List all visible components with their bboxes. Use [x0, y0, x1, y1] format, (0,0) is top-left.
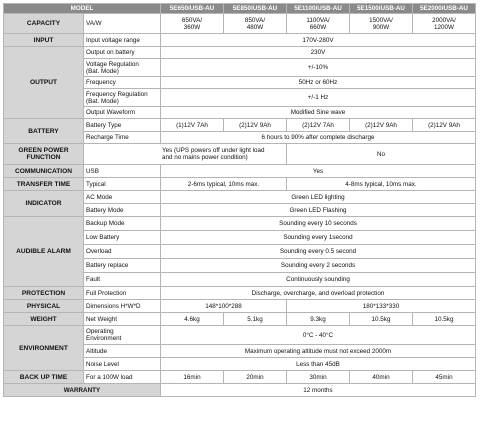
- green-power-no: No: [287, 144, 476, 165]
- input-sub: Input voltage range: [84, 34, 161, 47]
- header-row: [4, 4, 476, 14]
- output-sub: Output on battery: [84, 47, 161, 59]
- protection-row: [4, 287, 476, 300]
- model-name: 5E650iUSB-AU: [161, 4, 224, 14]
- output-value: +/-1 Hz: [161, 89, 476, 107]
- transfer-label: TRANSFER TIME: [4, 178, 84, 191]
- communication-row: [4, 165, 476, 178]
- model-name: 5E1500iUSB-AU: [350, 4, 413, 14]
- alarm-value: Continuously sounding: [161, 273, 476, 287]
- indicator-value: Green LED Flashing: [161, 204, 476, 217]
- input-value: 170V-280V: [161, 34, 476, 47]
- green-power-row: [4, 144, 476, 165]
- output-value: 50Hz or 60Hz: [161, 77, 476, 89]
- backup-sub: For a 100W load: [84, 371, 161, 384]
- weight-value: 5.1kg: [224, 313, 287, 326]
- output-value: Modified Sine wave: [161, 107, 476, 119]
- alarm-label: AUDIBLE ALARM: [4, 217, 84, 287]
- environment-value: Less than 45dB: [161, 358, 476, 371]
- communication-sub: USB: [84, 165, 161, 178]
- physical-small: 148*100*288: [161, 300, 287, 313]
- backup-value: 30min: [287, 371, 350, 384]
- output-sub: Output Waveform: [84, 107, 161, 119]
- environment-label: ENVIRONMENT: [4, 326, 84, 371]
- capacity-value: 2000VA/ 1200W: [413, 14, 476, 34]
- environment-sub: Operating Environment: [84, 326, 161, 345]
- indicator-label: INDICATOR: [4, 191, 84, 217]
- weight-row: [4, 313, 476, 326]
- environment-value: 0°C - 40°C: [161, 326, 476, 345]
- weight-label: WEIGHT: [4, 313, 84, 326]
- physical-large: 180*133*330: [287, 300, 476, 313]
- protection-label: PROTECTION: [4, 287, 84, 300]
- model-header: MODEL: [4, 4, 161, 14]
- environment-sub: Noise Level: [84, 358, 161, 371]
- transfer-row: [4, 178, 476, 191]
- capacity-row: [4, 14, 476, 34]
- backup-value: 40min: [350, 371, 413, 384]
- output-label: OUTPUT: [4, 47, 84, 119]
- environment-sub: Altitude: [84, 345, 161, 358]
- alarm-sub: Backup Mode: [84, 217, 161, 231]
- capacity-value: 850VA/ 480W: [224, 14, 287, 34]
- capacity-label: CAPACITY: [4, 14, 84, 34]
- backup-row: [4, 371, 476, 384]
- battery-type-value: (2)12V 9Ah: [413, 119, 476, 132]
- alarm-value: Sounding every 10 seconds: [161, 217, 476, 231]
- output-sub: Voltage Regulation (Bat. Mode): [84, 59, 161, 77]
- output-row: [4, 47, 476, 59]
- protection-value: Discharge, overcharge, and overload protection: [161, 287, 476, 300]
- recharge-value: 6 hours to 90% after complete discharge: [161, 132, 476, 144]
- communication-label: COMMUNICATION: [4, 165, 84, 178]
- model-name: 5E1100iUSB-AU: [287, 4, 350, 14]
- alarm-value: Sounding every 0.5 second: [161, 245, 476, 259]
- output-sub: Frequency: [84, 77, 161, 89]
- battery-type-value: (1)12V 7Ah: [161, 119, 224, 132]
- transfer-small: 2-6ms typical, 10ms max.: [161, 178, 287, 191]
- battery-label: BATTERY: [4, 119, 84, 144]
- alarm-value: Sounding every 2 seconds: [161, 259, 476, 273]
- weight-value: 10.5kg: [350, 313, 413, 326]
- green-power-label: GREEN POWER FUNCTION: [4, 144, 84, 165]
- backup-value: 20min: [224, 371, 287, 384]
- weight-sub: Net Weight: [84, 313, 161, 326]
- alarm-value: Sounding every 1second: [161, 231, 476, 245]
- weight-value: 9.3kg: [287, 313, 350, 326]
- warranty-label: WARRANTY: [4, 384, 161, 397]
- indicator-sub: AC Mode: [84, 191, 161, 204]
- battery-type-value: (2)12V 7Ah: [287, 119, 350, 132]
- battery-type-value: (2)12V 9Ah: [350, 119, 413, 132]
- indicator-sub: Battery Mode: [84, 204, 161, 217]
- alarm-sub: Low Battery: [84, 231, 161, 245]
- battery-row: [4, 119, 476, 132]
- input-label: INPUT: [4, 34, 84, 47]
- alarm-row: [4, 217, 476, 231]
- backup-label: BACK UP TIME: [4, 371, 84, 384]
- capacity-value: 1100VA/ 660W: [287, 14, 350, 34]
- environment-value: Maximum operating altitude must not exceed 2000m: [161, 345, 476, 358]
- input-row: [4, 34, 476, 47]
- capacity-value: 650VA/ 360W: [161, 14, 224, 34]
- output-value: 230V: [161, 47, 476, 59]
- physical-label: PHYSICAL: [4, 300, 84, 313]
- protection-sub: Full Protection: [84, 287, 161, 300]
- warranty-row: [4, 384, 476, 397]
- output-value: +/-10%: [161, 59, 476, 77]
- indicator-row: [4, 191, 476, 204]
- backup-value: 45min: [413, 371, 476, 384]
- capacity-value: 1500VA/ 900W: [350, 14, 413, 34]
- indicator-value: Green LED lighting: [161, 191, 476, 204]
- alarm-sub: Fault: [84, 273, 161, 287]
- warranty-value: 12 months: [161, 384, 476, 397]
- battery-type-value: (2)12V 9Ah: [224, 119, 287, 132]
- model-name: 5E2000iUSB-AU: [413, 4, 476, 14]
- model-name: 5E850iUSB-AU: [224, 4, 287, 14]
- alarm-sub: Overload: [84, 245, 161, 259]
- weight-value: 10.5kg: [413, 313, 476, 326]
- recharge-sub: Recharge Time: [84, 132, 161, 144]
- alarm-sub: Battery replace: [84, 259, 161, 273]
- backup-value: 16min: [161, 371, 224, 384]
- physical-sub: Dimensions H*W*D: [84, 300, 161, 313]
- output-sub: Frequency Regulation (Bat. Mode): [84, 89, 161, 107]
- transfer-sub: Typical: [84, 178, 161, 191]
- weight-value: 4.6kg: [161, 313, 224, 326]
- battery-type-sub: Battery Type: [84, 119, 161, 132]
- physical-row: [4, 300, 476, 313]
- environment-row: [4, 326, 476, 345]
- spec-table: [3, 3, 476, 397]
- transfer-large: 4-8ms typical, 10ms max.: [287, 178, 476, 191]
- communication-value: Yes: [161, 165, 476, 178]
- capacity-sub: VA/W: [84, 14, 161, 34]
- green-power-yes: Yes (UPS powers off under light load and no mains power condition): [84, 144, 287, 165]
